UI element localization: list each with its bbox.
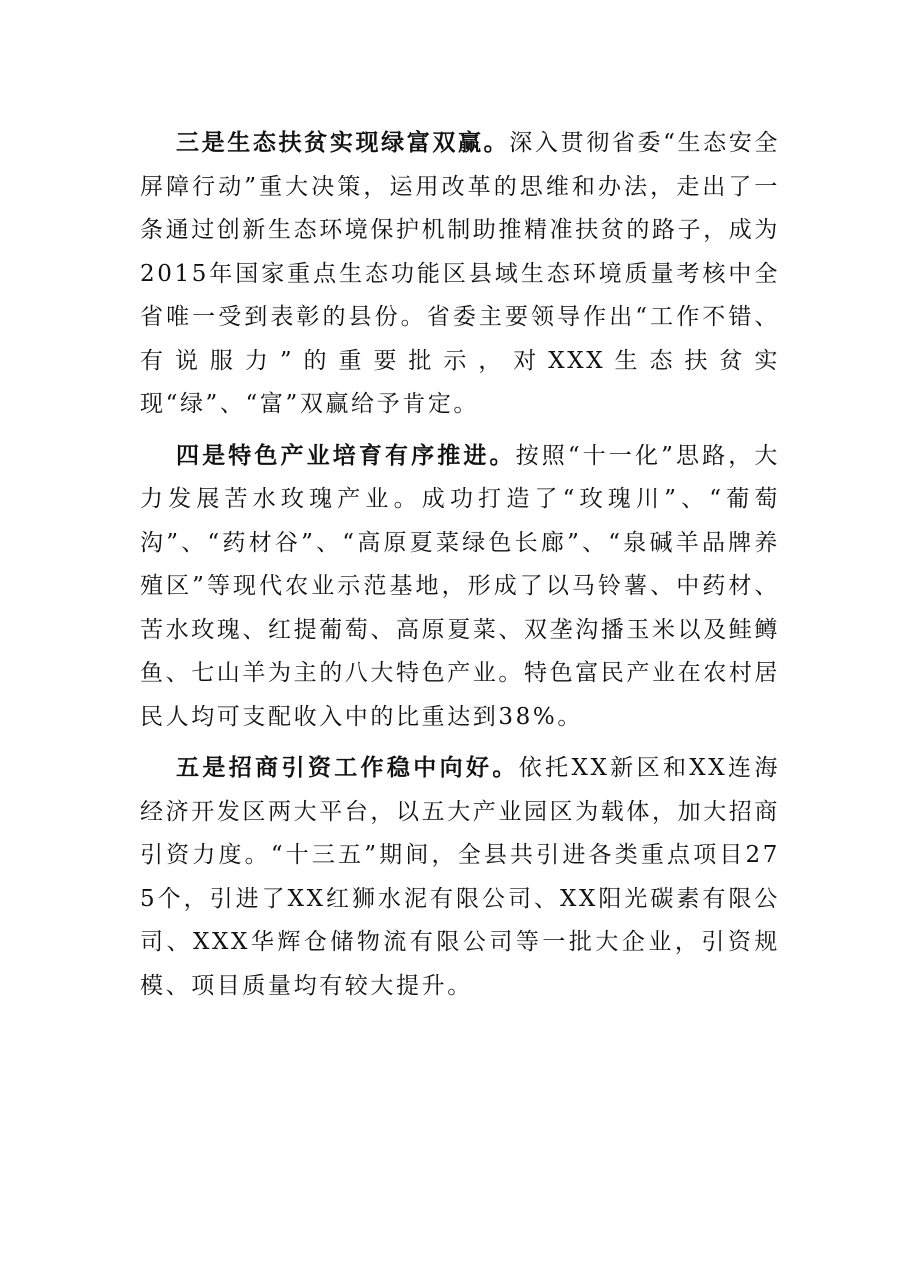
paragraph-text: 按照“十一化”思路，大力发展苦水玫瑰产业。成功打造了“玫瑰川”、“葡萄沟”、“药材谷”、“高原夏菜绿色长廊”、“泉碱羊品牌养殖区”等现代农业示范基地，形成了以马铃薯、中药材、苦水玫瑰、红提葡萄、高原夏菜、双垄沟播玉米以及鲑鳟鱼、七山羊为主的八大特色产业。特色富民产业在农村居民人均可支配收入中的比重达到38%。 <box>140 442 780 730</box>
paragraph-heading: 四是特色产业培育有序推进。 <box>176 442 516 469</box>
paragraph-text: 依托XX新区和XX连海经济开发区两大平台，以五大产业园区为载体，加大招商引资力度。“十三五”期间，全县共引进各类重点项目275个，引进了XX红狮水泥有限公司、XX阳光碳素有限公司、XXX华辉仓储物流有限公司等一批大企业，引资规模、项目质量均有较大提升。 <box>140 755 780 999</box>
paragraph-investment-attraction <box>140 747 780 1008</box>
paragraph-heading: 三是生态扶贫实现绿富双赢。 <box>176 130 510 156</box>
paragraph-heading: 五是招商引资工作稳中向好。 <box>176 755 519 781</box>
document-body <box>140 122 780 1016</box>
paragraph-ecological-poverty-alleviation <box>140 122 780 427</box>
paragraph-text: 深入贯彻省委“生态安全屏障行动”重大决策，运用改革的思维和办法，走出了一条通过创新生态环境保护机制助推精准扶贫的路子，成为2015年国家重点生态功能区县域生态环境质量考核中全省唯一受到表彰的县份。省委主要领导作出“工作不错、有说服力”的重要批示，对XXX生态扶贫实现“绿”、“富”双赢给予肯定。 <box>140 130 780 417</box>
paragraph-characteristic-industry <box>140 435 780 740</box>
